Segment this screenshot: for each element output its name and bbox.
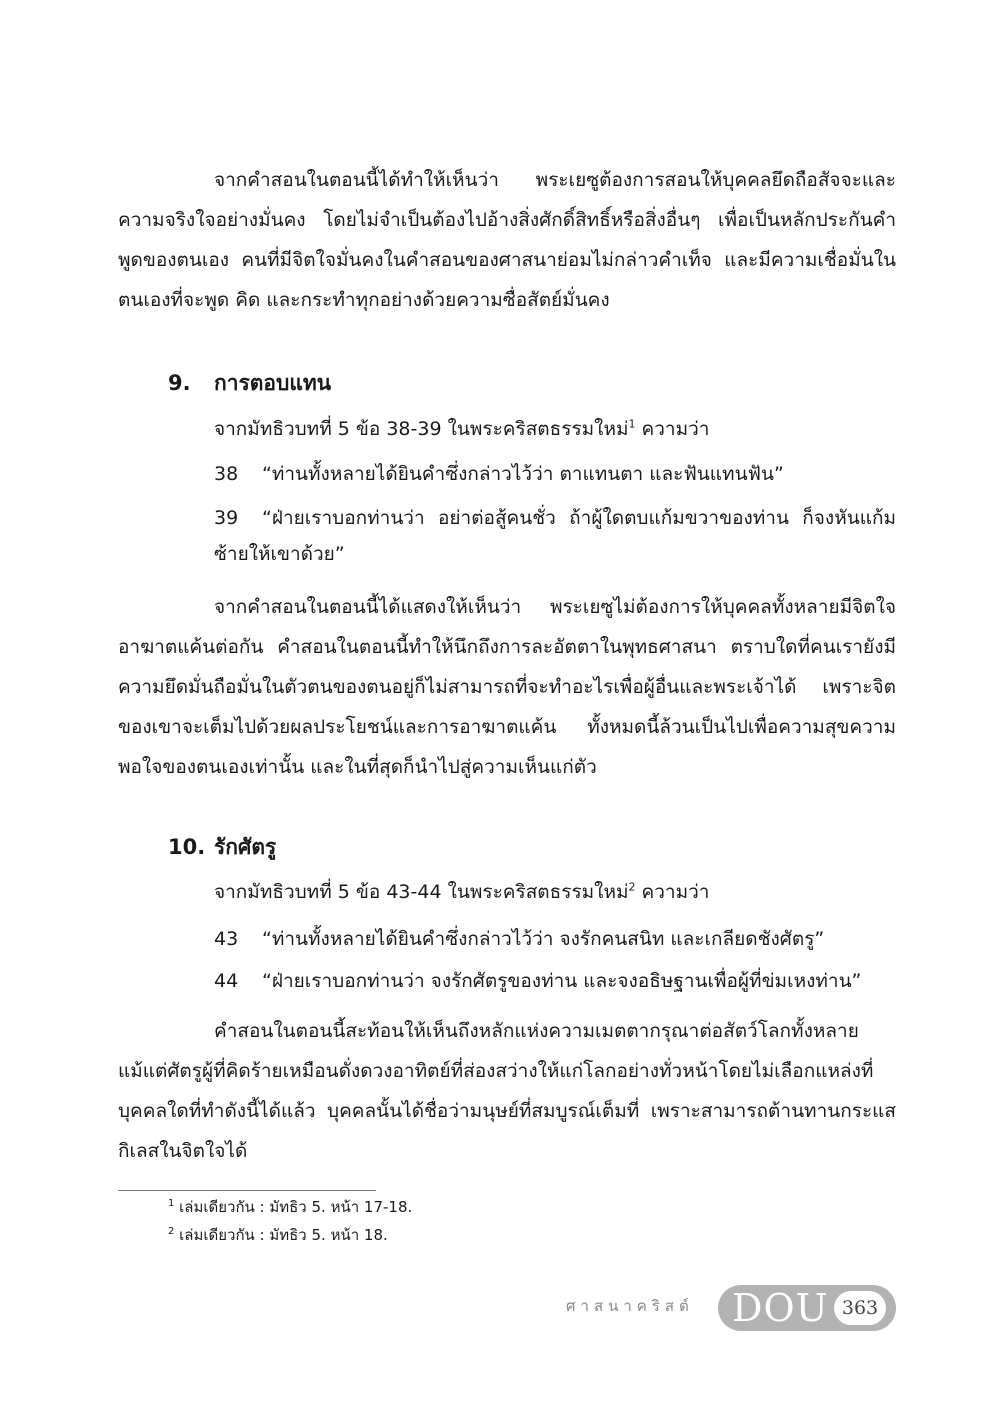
footnote-marker: 2 (168, 1226, 175, 1237)
verse-43 (214, 921, 896, 957)
verse-text: “ฝ่ายเราบอกท่านว่า อย่าต่อสู้คนชั่ว ถ้าผู้ใดตบแก้มขวาของท่าน ก็จงหันแก้มซ้ายให้เขาด้วย” (214, 507, 896, 565)
intro-paragraph: จากคำสอนในตอนนี้ได้ทำให้เห็นว่า พระเยซูต้องการสอนให้บุคคลยึดถือสัจจะและความจริงใจอย่างมั่นคง โดยไม่จำเป็นต้องไปอ้างสิ่งศักดิ์สิทธิ์หรือสิ่งอื่นๆ เพื่อเป็นหลักประกันคำพูดของตนเอง คนที่มีจิตใจมั่นคงในคำสอนของศาสนาย่อมไม่กล่าวคำเท็จ และมีความเชื่อมั่นในตนเองที่จะพูด คิด และกระทำทุกอย่างด้วยความซื่อสัตย์มั่นคง (118, 169, 896, 311)
page-number: 363 (834, 1291, 886, 1325)
dou-badge (718, 1285, 896, 1331)
footnote-text: เล่มเดียวกัน : มัทธิว 5. หน้า 17-18. (179, 1198, 413, 1216)
verse-text: “ท่านทั้งหลายได้ยินคำซึ่งกล่าวไว้ว่า ตาแทนตา และฟันแทนฟัน” (262, 463, 784, 485)
dou-logo: DOU (732, 1286, 829, 1330)
section-10-paragraph: คำสอนในตอนนี้สะท้อนให้เห็นถึงหลักแห่งความเมตตากรุณาต่อสัตว์โลกทั้งหลาย แม้แต่ศัตรูผู้ที่คิดร้ายเหมือนดั่งดวงอาทิตย์ที่ส่องสว่างให้แก่โลกอย่างทั่วหน้าโดยไม่เลือกแหล่งที่ บุคคลใดที่ทำดังนี้ได้แล้ว บุคคลนั้นได้ชื่อว่ามนุษย์ที่สมบูรณ์เต็มที่ เพราะสามารถต้านทานกระแสกิเลสในจิตใจได้ (118, 1020, 896, 1162)
footnote-divider (118, 1190, 376, 1191)
section-9-heading (168, 368, 331, 398)
verse-44 (214, 963, 896, 999)
footnote-2 (168, 1224, 388, 1246)
verse-38 (214, 456, 896, 492)
verse-39 (214, 500, 896, 572)
section-9-number: 9. (168, 371, 191, 395)
footnote-ref-1[interactable]: 1 (628, 417, 636, 431)
verse-text: “ฝ่ายเราบอกท่านว่า จงรักศัตรูของท่าน และจงอธิษฐานเพื่อผู้ที่ข่มเหงท่าน” (262, 970, 862, 992)
section-9-paragraph: จากคำสอนในตอนนี้ได้แสดงให้เห็นว่า พระเยซูไม่ต้องการให้บุคคลทั้งหลายมีจิตใจอาฆาตแค้นต่อกัน คำสอนในตอนนี้ทำให้นึกถึงการละอัตตาในพุทธศาสนา ตราบใดที่คนเรายังมีความยึดมั่นถือมั่นในตัวตนของตนอยู่ก็ไม่สามารถที่จะทำอะไรเพื่อผู้อื่นและพระเจ้าได้ เพราะจิตของเขาจะเต็มไปด้วยผลประโยชน์และการอาฆาตแค้น ทั้งหมดนี้ล้วนเป็นไปเพื่อความสุขความพอใจของตนเองเท่านั้น และในที่สุดก็นำไปสู่ความเห็นแก่ตัว (118, 596, 896, 778)
verse-number: 38 (214, 463, 239, 485)
verse-text: “ท่านทั้งหลายได้ยินคำซึ่งกล่าวไว้ว่า จงรักคนสนิท และเกลียดชังศัตรู” (262, 928, 825, 950)
section-10-source: จากมัทธิวบทที่ 5 ข้อ 43-44 ในพระคริสตธรรมใหม่$^2$ ความว่า (214, 880, 710, 903)
footnote-ref-2[interactable]: 2 (628, 880, 636, 894)
footnote-1 (168, 1196, 412, 1218)
verse-number: 39 (214, 507, 239, 529)
verse-number: 44 (214, 970, 239, 992)
footnote-text: เล่มเดียวกัน : มัทธิว 5. หน้า 18. (179, 1226, 388, 1244)
section-10-title: รักศัตรู (214, 835, 277, 859)
footnote-marker: 1 (168, 1198, 175, 1209)
section-10-number: 10. (168, 835, 206, 859)
section-9-source: จากมัทธิวบทที่ 5 ข้อ 38-39 ในพระคริสตธรรมใหม่$^1$ ความว่า (214, 417, 710, 440)
footer-subject: ศาสนาคริสต์ (566, 1297, 694, 1315)
section-9-title: การตอบแทน (214, 371, 332, 395)
section-10-heading (168, 832, 276, 862)
verse-number: 43 (214, 928, 239, 950)
